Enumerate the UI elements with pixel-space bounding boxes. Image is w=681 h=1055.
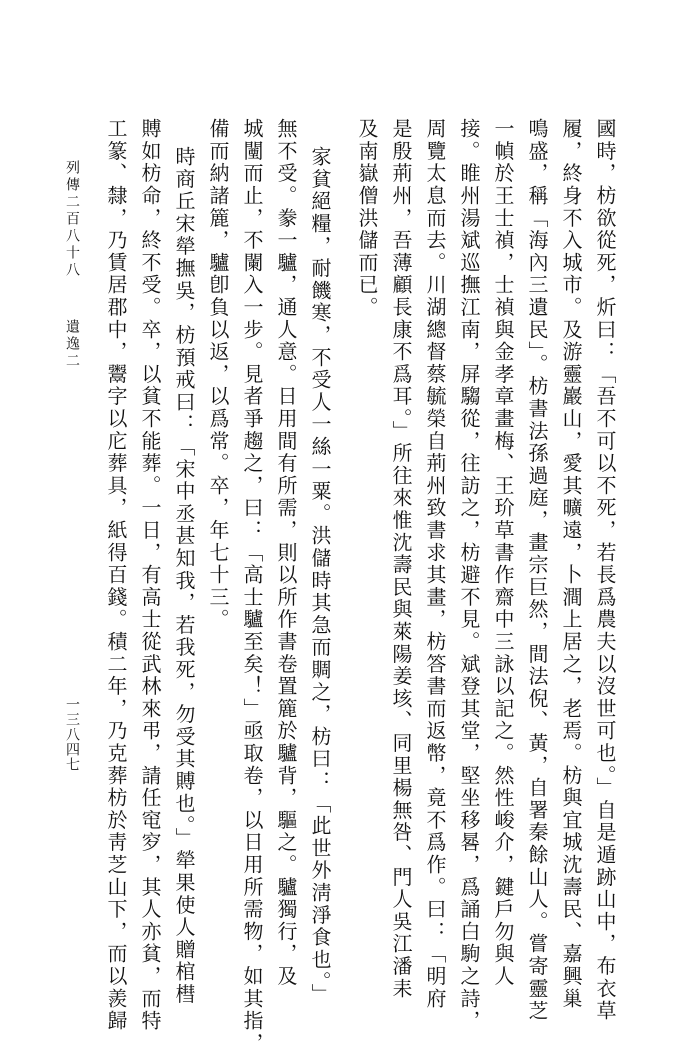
page-number: 一三八四七: [64, 697, 80, 772]
text-column-8: 及南嶽僧洪儲而已。: [355, 118, 379, 319]
text-column-12: 備而納諸簏，驢卽負以返，以爲常。卒，年七十三。: [206, 118, 230, 631]
paragraph-text: 家貧絕糧，耐饑寒，不受人一絲一粟。洪儲時其急而賙之，枋曰：「此世外淸淨食也。」: [308, 146, 332, 1006]
text-column-14: 賻如枋命，終不受。卒，以貧不能葬。一日，有高士從武林來弔，請任窀穸，其人亦貧，而特: [138, 118, 162, 1033]
text-column-9: [305, 118, 335, 1006]
text-column-10: 無不受。豢一驢，通人意。日用間有所需，則以所作書卷置簏於驢背，驅之。驢獨行，及: [274, 118, 298, 988]
text-column-5: 接。睢州湯斌巡撫江南，屏騶從，往訪之，枋避不見。斌登其堂，堅坐移晷，爲誦白駒之詩，: [457, 118, 481, 1033]
section-title: 列傳二百八十八: [64, 160, 80, 279]
text-column-2: 履，終身不入城市。及游靈巖山，愛其曠遠，卜澗上居之，老焉。枋與宜城沈壽民、嘉興巢: [559, 118, 583, 1010]
text-column-3: 鳴盛，稱「海內三遺民」。枋書法孫過庭，畫宗巨然，間法倪、黃，自署秦餘山人。嘗寄靈芝: [525, 118, 549, 1023]
text-column-4: 一幀於王士禎，士禎與金孝章畫梅、王玠草書作齋中三詠以記之。然性峻介，鍵戶勿與人: [491, 118, 515, 988]
running-header: [62, 160, 82, 370]
paragraph-text: 時商丘宋犖撫吳，枋預戒曰：「宋中丞甚知我，若我死，勿受其賻也。」犖果使人贈棺槥: [172, 146, 196, 1006]
chapter-title: 遺逸二: [64, 319, 80, 370]
text-column-6: 周覽太息而去。川湖總督蔡毓榮自荊州致書求其畫，枋答書而返幣，竟不爲作。曰：「明府: [423, 118, 447, 1010]
text-column-15: 工篆、隸，乃賃居郡中，鬻字以庀葬具，紙得百錢。積二年，乃克葬枋於靑芝山下，而以羨歸: [104, 118, 128, 1033]
text-column-11: 城闉而止，不闌入一步。見者爭趨之，曰：「高士驢至矣！」亟取卷，以日用所需物，如其指，: [240, 118, 264, 1055]
text-column-7: 是殷荊州，吾薄顧長康不爲耳。」所往來惟沈壽民與萊陽姜垓、同里楊無咎、門人吳江潘耒: [389, 118, 413, 1000]
text-column-13: [169, 118, 199, 1006]
text-column-1: 國時，枋欲從死，炘曰：「吾不可以不死，若長爲農夫以沒世可也。」自是遁跡山中，布衣草: [593, 118, 617, 1023]
